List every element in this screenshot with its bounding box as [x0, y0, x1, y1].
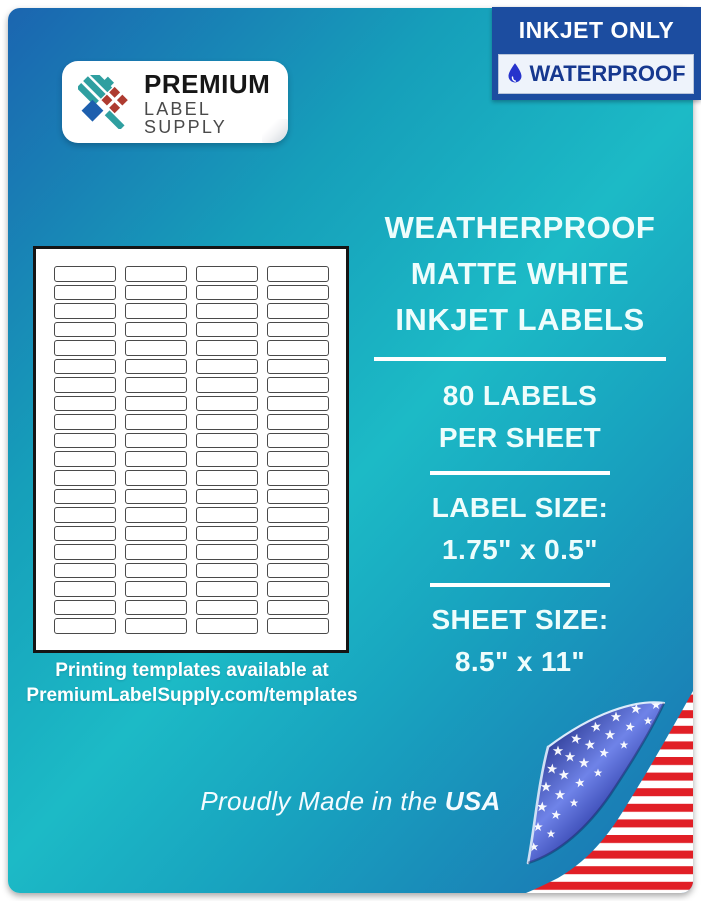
- label-cell: [125, 377, 187, 393]
- spec-label-size-line1: LABEL SIZE:: [431, 492, 609, 523]
- water-drop-icon: [506, 62, 524, 86]
- label-cell: [196, 303, 258, 319]
- label-cell: [54, 266, 116, 282]
- label-cell: [54, 451, 116, 467]
- top-right-banner: [492, 7, 701, 100]
- label-cell: [125, 359, 187, 375]
- spec-sheet-size-line1: SHEET SIZE:: [431, 604, 609, 635]
- label-cell: [54, 563, 116, 579]
- templates-caption: [12, 658, 372, 708]
- label-cell: [196, 414, 258, 430]
- label-cell: [125, 470, 187, 486]
- label-cell: [196, 396, 258, 412]
- label-cell: [54, 359, 116, 375]
- label-cell: [267, 600, 329, 616]
- label-cell: [196, 433, 258, 449]
- label-cell: [54, 618, 116, 634]
- label-cell: [196, 285, 258, 301]
- label-sheet-preview: [33, 246, 349, 653]
- label-cell: [267, 303, 329, 319]
- label-cell: [196, 377, 258, 393]
- logo-label-supply-text: LABEL SUPPLY: [144, 98, 227, 137]
- label-cell: [54, 285, 116, 301]
- label-cell: [125, 451, 187, 467]
- label-cell: [54, 507, 116, 523]
- label-cell: [196, 489, 258, 505]
- diamond-mosaic-icon: [78, 75, 132, 129]
- label-cell: [125, 544, 187, 560]
- templates-caption-line2: PremiumLabelSupply.com/templates: [26, 685, 358, 706]
- label-cell: [54, 322, 116, 338]
- label-cell: [125, 414, 187, 430]
- spec-label-size-line2: 1.75" x 0.5": [442, 534, 598, 565]
- label-cell: [125, 433, 187, 449]
- brand-logo: [62, 61, 288, 143]
- spec-count-line1: 80 LABELS: [442, 380, 598, 411]
- inkjet-only-badge: INKJET ONLY: [518, 17, 675, 43]
- label-cell: [125, 526, 187, 542]
- label-cell: [267, 414, 329, 430]
- label-cell: [267, 322, 329, 338]
- label-cell: [125, 507, 187, 523]
- label-cell: [125, 340, 187, 356]
- label-cell: [54, 433, 116, 449]
- label-cell: [125, 600, 187, 616]
- label-cell: [267, 489, 329, 505]
- label-cell: [125, 322, 187, 338]
- label-cell: [125, 563, 187, 579]
- label-cell: [196, 600, 258, 616]
- headline-line2: MATTE WHITE: [410, 256, 630, 291]
- headline-line1: WEATHERPROOF: [384, 210, 656, 245]
- label-cell: [267, 563, 329, 579]
- label-cell: [267, 377, 329, 393]
- label-cell: [196, 266, 258, 282]
- label-cell: [196, 470, 258, 486]
- label-cell: [125, 303, 187, 319]
- label-cell: [54, 600, 116, 616]
- usa-flag-page-curl: [518, 673, 693, 893]
- label-cell: [54, 489, 116, 505]
- label-cell: [267, 433, 329, 449]
- label-cell: [54, 544, 116, 560]
- label-cell: [267, 526, 329, 542]
- label-cell: [54, 414, 116, 430]
- spec-count-line2: PER SHEET: [438, 422, 602, 453]
- waterproof-badge: [498, 54, 694, 94]
- label-cell: [54, 470, 116, 486]
- spec-sheet-size-line2: 8.5" x 11": [454, 646, 586, 677]
- headline-line3: INKJET LABELS: [395, 302, 645, 337]
- product-headline: [370, 205, 670, 343]
- label-cell: [196, 581, 258, 597]
- label-cell: [196, 563, 258, 579]
- label-cell: [196, 340, 258, 356]
- label-cell: [267, 396, 329, 412]
- label-cell: [267, 451, 329, 467]
- label-cell: [54, 340, 116, 356]
- label-cell: [54, 377, 116, 393]
- made-in-text: Proudly Made in the: [200, 786, 445, 816]
- label-cell: [125, 618, 187, 634]
- label-cell: [267, 507, 329, 523]
- label-cell: [196, 359, 258, 375]
- label-cell: [196, 507, 258, 523]
- label-cell: [125, 266, 187, 282]
- label-cell: [267, 340, 329, 356]
- label-cell: [267, 285, 329, 301]
- label-cell: [54, 581, 116, 597]
- product-image-card: [8, 8, 693, 893]
- spec-count: [370, 375, 670, 459]
- label-cell: [196, 544, 258, 560]
- label-cell: [196, 322, 258, 338]
- spec-sheet-size: [370, 599, 670, 683]
- label-cell: [196, 451, 258, 467]
- label-cell: [267, 359, 329, 375]
- label-cell: [125, 396, 187, 412]
- label-cell: [267, 470, 329, 486]
- label-cell: [196, 526, 258, 542]
- templates-caption-line1: Printing templates available at: [55, 660, 329, 681]
- divider: [430, 471, 610, 475]
- label-cell: [267, 618, 329, 634]
- label-cell: [267, 581, 329, 597]
- usa-text: USA: [444, 786, 501, 816]
- spec-label-size: [370, 487, 670, 571]
- label-cell: [196, 618, 258, 634]
- logo-premium-text: PREMIUM: [144, 68, 271, 99]
- label-cell: [54, 396, 116, 412]
- product-info-column: [370, 205, 670, 683]
- label-cell: [267, 266, 329, 282]
- label-cell: [125, 285, 187, 301]
- label-cell: [125, 489, 187, 505]
- waterproof-text: WATERPROOF: [529, 61, 686, 86]
- divider: [374, 357, 666, 361]
- label-cell: [54, 303, 116, 319]
- divider: [430, 583, 610, 587]
- label-cell: [267, 544, 329, 560]
- label-cell: [54, 526, 116, 542]
- label-cell: [125, 581, 187, 597]
